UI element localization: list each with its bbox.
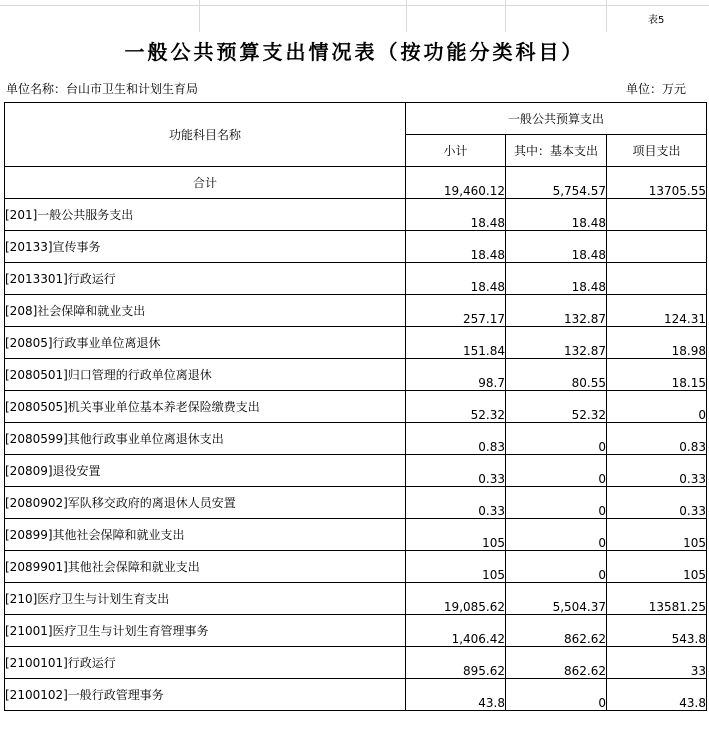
table-row — [5, 487, 707, 519]
row-basic-cell: 0 — [506, 455, 607, 487]
row-name-cell: [2100101]行政运行 — [5, 647, 406, 679]
table-row — [5, 647, 707, 679]
row-basic-cell: 862.62 — [506, 647, 607, 679]
table-row — [5, 295, 707, 327]
row-subtotal-cell: 18.48 — [406, 231, 506, 263]
row-project-cell: 18.98 — [607, 327, 707, 359]
row-name-cell: [2080505]机关事业单位基本养老保险缴费支出 — [5, 391, 406, 423]
row-subtotal-cell: 19,085.62 — [406, 583, 506, 615]
table-row — [5, 199, 707, 231]
row-name-cell: [2080501]归口管理的行政单位离退休 — [5, 359, 406, 391]
spreadsheet-grid — [0, 0, 709, 32]
row-name-cell: [20809]退役安置 — [5, 455, 406, 487]
row-basic-cell: 80.55 — [506, 359, 607, 391]
table-number: 表5 — [648, 15, 665, 26]
table-body — [5, 167, 707, 711]
row-project-cell: 13705.55 — [607, 167, 707, 199]
row-project-cell: 33 — [607, 647, 707, 679]
row-subtotal-cell: 43.8 — [406, 679, 506, 711]
table-row — [5, 231, 707, 263]
table-row — [5, 263, 707, 295]
row-name-cell: [20899]其他社会保障和就业支出 — [5, 519, 406, 551]
row-basic-cell: 5,504.37 — [506, 583, 607, 615]
row-project-cell — [607, 263, 707, 295]
row-name-cell: [2080599]其他行政事业单位离退休支出 — [5, 423, 406, 455]
row-subtotal-cell: 895.62 — [406, 647, 506, 679]
row-name-cell: [208]社会保障和就业支出 — [5, 295, 406, 327]
grid-cell — [0, 0, 200, 32]
row-project-cell: 0 — [607, 391, 707, 423]
page-title: 一般公共预算支出情况表（按功能分类科目） — [124, 40, 585, 64]
row-basic-cell: 132.87 — [506, 327, 607, 359]
row-subtotal-cell: 257.17 — [406, 295, 506, 327]
row-basic-cell: 0 — [506, 519, 607, 551]
row-project-cell: 0.33 — [607, 455, 707, 487]
row-basic-cell: 0 — [506, 679, 607, 711]
row-subtotal-cell: 52.32 — [406, 391, 506, 423]
row-name-cell: [2089901]其他社会保障和就业支出 — [5, 551, 406, 583]
row-basic-cell: 0 — [506, 487, 607, 519]
row-subtotal-cell: 105 — [406, 519, 506, 551]
row-basic-cell: 0 — [506, 551, 607, 583]
row-subtotal-cell: 0.33 — [406, 487, 506, 519]
row-name-cell: 合计 — [5, 167, 406, 199]
row-name-cell: [21001]医疗卫生与计划生育管理事务 — [5, 615, 406, 647]
table-row — [5, 423, 707, 455]
row-subtotal-cell: 18.48 — [406, 263, 506, 295]
row-project-cell: 43.8 — [607, 679, 707, 711]
row-basic-cell: 18.48 — [506, 263, 607, 295]
row-project-cell: 124.31 — [607, 295, 707, 327]
table-row — [5, 391, 707, 423]
row-project-cell: 0.33 — [607, 487, 707, 519]
row-name-cell: [2013301]行政运行 — [5, 263, 406, 295]
table-row — [5, 583, 707, 615]
row-subtotal-cell: 1,406.42 — [406, 615, 506, 647]
table-row — [5, 519, 707, 551]
table-row — [5, 679, 707, 711]
row-name-cell: [20805]行政事业单位离退休 — [5, 327, 406, 359]
grid-cell — [407, 0, 506, 32]
row-basic-cell: 5,754.57 — [506, 167, 607, 199]
row-subtotal-cell: 105 — [406, 551, 506, 583]
row-project-cell: 18.15 — [607, 359, 707, 391]
row-project-cell: 543.8 — [607, 615, 707, 647]
header-function-name: 功能科目名称 — [5, 103, 406, 167]
row-name-cell: [201]一般公共服务支出 — [5, 199, 406, 231]
row-name-cell: [210]医疗卫生与计划生育支出 — [5, 583, 406, 615]
row-name-cell: [20133]宣传事务 — [5, 231, 406, 263]
expenditure-table — [4, 102, 707, 711]
table-row — [5, 615, 707, 647]
row-basic-cell: 18.48 — [506, 199, 607, 231]
row-subtotal-cell: 0.33 — [406, 455, 506, 487]
header-subtotal: 小计 — [406, 135, 506, 167]
header-general-budget: 一般公共预算支出 — [406, 103, 707, 135]
row-project-cell: 13581.25 — [607, 583, 707, 615]
row-name-cell: [2080902]军队移交政府的离退休人员安置 — [5, 487, 406, 519]
row-basic-cell: 0 — [506, 423, 607, 455]
row-basic-cell: 862.62 — [506, 615, 607, 647]
table-row — [5, 551, 707, 583]
currency-unit-label: 单位：万元 — [626, 82, 687, 96]
header-basic-expenditure: 其中：基本支出 — [506, 135, 607, 167]
row-project-cell — [607, 199, 707, 231]
row-subtotal-cell: 19,460.12 — [406, 167, 506, 199]
grid-cell — [506, 0, 607, 32]
row-basic-cell: 18.48 — [506, 231, 607, 263]
table-row — [5, 359, 707, 391]
row-basic-cell: 52.32 — [506, 391, 607, 423]
grid-cell — [200, 0, 407, 32]
row-subtotal-cell: 98.7 — [406, 359, 506, 391]
row-basic-cell: 132.87 — [506, 295, 607, 327]
row-name-cell: [2100102]一般行政管理事务 — [5, 679, 406, 711]
row-subtotal-cell: 18.48 — [406, 199, 506, 231]
row-project-cell: 105 — [607, 551, 707, 583]
row-subtotal-cell: 151.84 — [406, 327, 506, 359]
table-row — [5, 455, 707, 487]
header-project-expenditure: 项目支出 — [607, 135, 707, 167]
unit-name-label: 单位名称：台山市卫生和计划生育局 — [6, 82, 199, 96]
row-project-cell — [607, 231, 707, 263]
table-row — [5, 167, 707, 199]
table-row — [5, 327, 707, 359]
row-subtotal-cell: 0.83 — [406, 423, 506, 455]
row-project-cell: 105 — [607, 519, 707, 551]
row-project-cell: 0.83 — [607, 423, 707, 455]
